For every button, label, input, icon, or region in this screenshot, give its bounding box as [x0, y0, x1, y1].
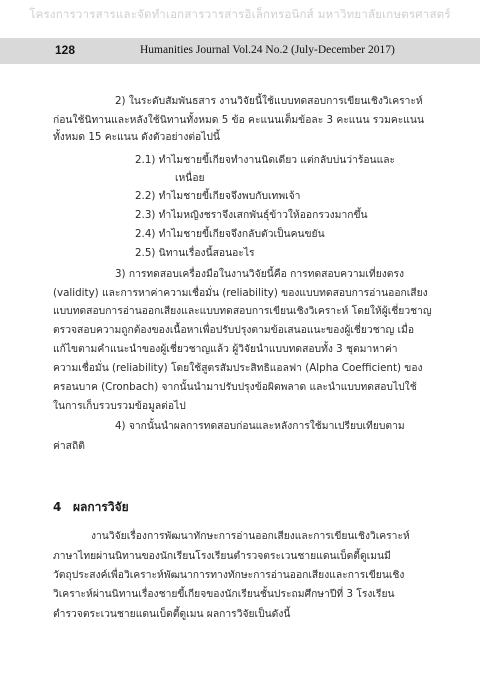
section-line: วัตถุประสงค์เพื่อวิเคราะห์พัฒนาการทางทักษะการอ่านออกเสียงและการเขียนเชิง — [53, 569, 405, 581]
body-line: ครอนบาค (Cronbach) จากนั้นนำมาปรับปรุงข้อผิดพลาด และนำแบบทดสอบไปใช้ — [53, 381, 417, 393]
body-line: ตรวจสอบความถูกต้องของเนื้อหาเพื่อปรับปรุงตามข้อเสนอแนะของผู้เชี่ยวชาญ เมื่อ — [53, 324, 415, 336]
body-line: ก่อนใช้นิทานและหลังใช้นิทานทั้งหมด 5 ข้อ คะแนนเต็มข้อละ 3 คะแนน รวมคะแนน — [53, 114, 424, 126]
section-heading — [53, 498, 129, 517]
list-item-continuation: เหนื่อย — [175, 172, 205, 184]
page-number: 128 — [55, 43, 76, 57]
section-title: ผลการวิจัย — [73, 500, 129, 514]
section-line: งานวิจัยเรื่องการพัฒนาทักษะการอ่านออกเสียงและการเขียนเชิงวิเคราะห์ — [91, 530, 410, 542]
list-item: 2.1) ทำไมชายขี้เกียจทำงานนิดเดียว แต่กลับบ่นว่าร้อนและ — [135, 154, 396, 166]
body-line: แก้ไขตามคำแนะนำของผู้เชี่ยวชาญแล้ว ผู้วิจัยนำแบบทดสอบทั้ง 3 ชุดมาหาค่า — [53, 343, 398, 355]
body-line: แบบทดสอบการอ่านออกเสียงและแบบทดสอบการเขียนเชิงวิเคราะห์ โดยให้ผู้เชี่ยวชาญ — [53, 305, 432, 317]
list-item: 2.2) ทำไมชายขี้เกียจจึงพบกับเทพเจ้า — [135, 190, 301, 202]
section-line: ตำรวจตระเวนชายแดนเบ็ดตี้ดูเมน ผลการวิจัยเป็นดังนี้ — [53, 608, 291, 620]
body-line: 3) การทดสอบเครื่องมือในงานวิจัยนี้คือ การทดสอบความเที่ยงตรง — [115, 268, 405, 280]
body-line: ในการเก็บรวบรวมข้อมูลต่อไป — [53, 400, 186, 412]
list-item: 2.3) ทำไมหญิงชราจึงเสกพันธุ์ข้าวให้ออกรวงมากขึ้น — [135, 209, 368, 221]
section-line: วิเคราะห์ผ่านนิทานเรื่องชายขี้เกียจของนักเรียนชั้นประถมศึกษาปีที่ 3 โรงเรียน — [53, 588, 395, 600]
body-line: ความเชื่อมั่น (reliability) โดยใช้สูตรสัมประสิทธิแอลฟา (Alpha Coefficient) ของ — [53, 362, 423, 374]
journal-title: Humanities Journal Vol.24 No.2 (July-December 2017) — [140, 44, 395, 56]
body-line: (validity) และการหาค่าความเชื่อมั่น (reliability) ของแบบทดสอบการอ่านออกเสียง — [53, 287, 428, 299]
list-item: 2.4) ทำไมชายขี้เกียจจึงกลับตัวเป็นคนขยัน — [135, 228, 325, 240]
body-line: ค่าสถิติ — [53, 440, 85, 452]
watermark-text: โครงการวารสารและจัดทำเอกสารวารสารอิเล็กทรอนิกส์ มหาวิทยาลัยเกษตรศาสตร์ — [29, 7, 451, 21]
list-item: 2.5) นิทานเรื่องนี้สอนอะไร — [135, 247, 255, 259]
section-number: 4 — [53, 500, 62, 514]
body-line: 2) ในระดับสัมพันธสาร งานวิจัยนี้ใช้แบบทดสอบการเขียนเชิงวิเคราะห์ — [115, 95, 423, 107]
body-line: 4) จากนั้นนำผลการทดสอบก่อนและหลังการใช้มาเปรียบเทียบตาม — [115, 420, 405, 432]
body-line: ทั้งหมด 15 คะแนน ดังตัวอย่างต่อไปนี้ — [53, 131, 220, 143]
section-line: ภาษาไทยผ่านนิทานของนักเรียนโรงเรียนตำรวจตระเวนชายแดนเบ็ดตี้ดูเมนมี — [53, 550, 391, 562]
